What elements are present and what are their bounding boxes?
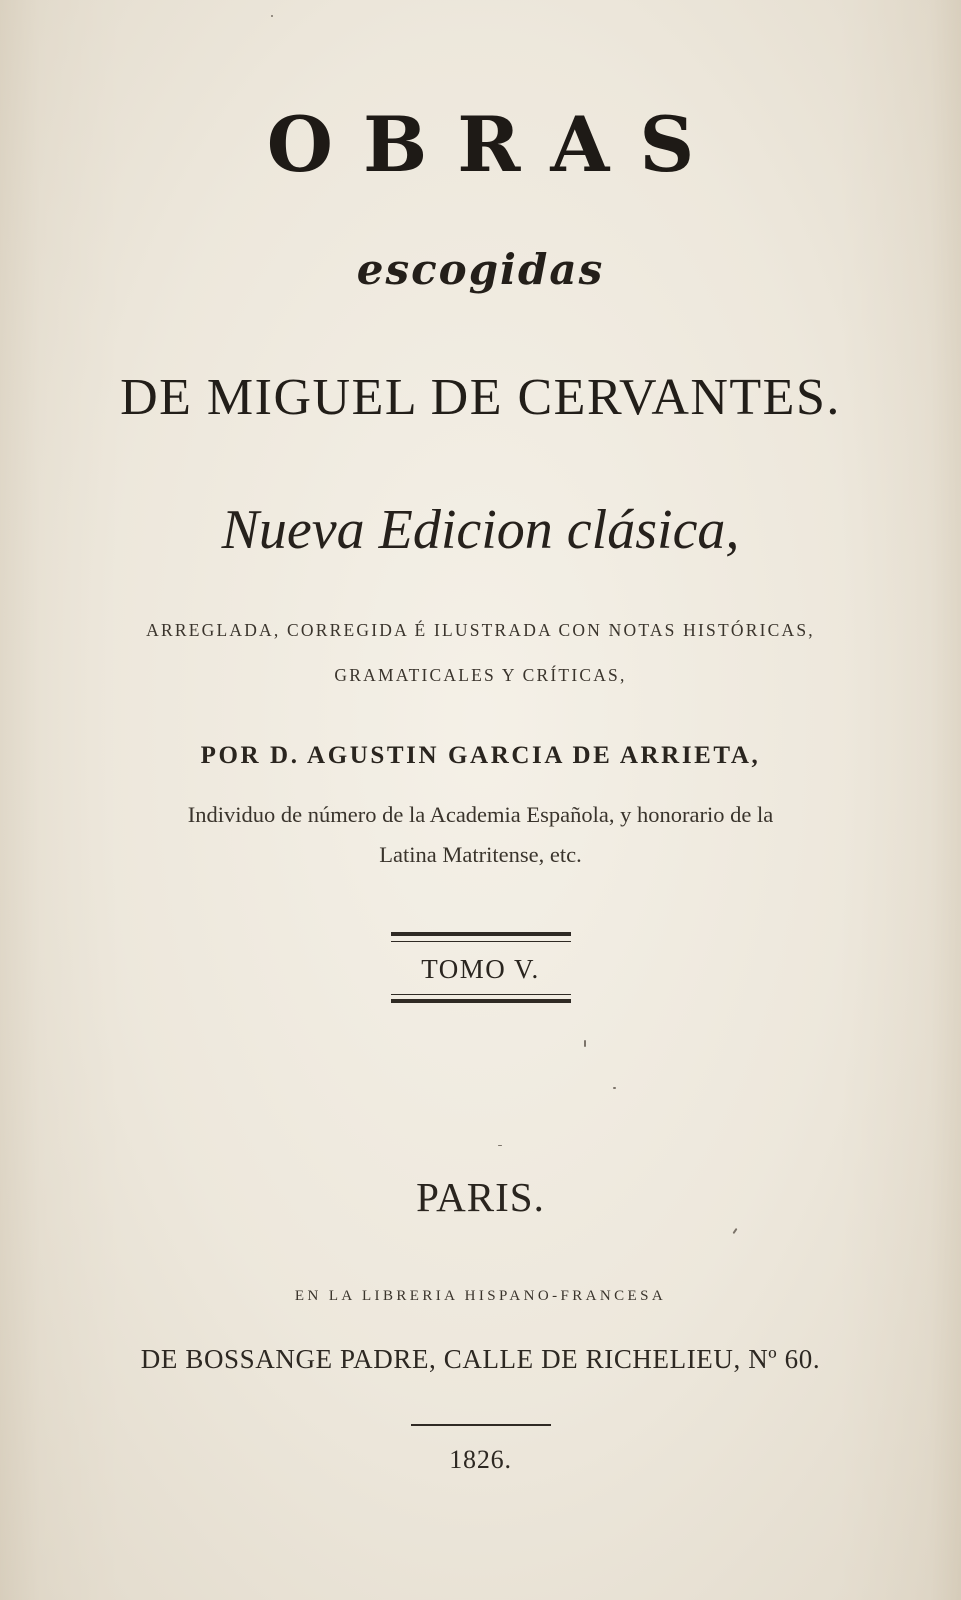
publication-city: PARIS. <box>416 1174 545 1220</box>
paper-speck <box>584 1040 586 1047</box>
rule-top-thin <box>391 941 571 942</box>
editor-affiliation-line-2: Latina Matritense, etc. <box>379 842 582 867</box>
editor-affiliation-line-1: Individuo de número de la Academia Española, y honorario de la <box>187 802 774 827</box>
edition-script-line: Nueva Edicion clásica, <box>221 499 740 561</box>
subtitle-blackletter: escogidas <box>356 245 605 294</box>
rule-top-thick <box>391 932 571 936</box>
editor-line: POR D. AGUSTIN GARCIA DE ARRIETA, <box>200 742 761 769</box>
description-line-1: ARREGLADA, CORREGIDA É ILUSTRADA CON NOTAS HISTÓRICAS, <box>146 620 815 640</box>
publisher-line-2: DE BOSSANGE PADRE, CALLE DE RICHELIEU, Nº 60. <box>140 1344 821 1374</box>
paper-speck <box>732 1228 737 1234</box>
description-line-2: GRAMATICALES Y CRÍTICAS, <box>334 665 627 685</box>
publisher-line-1: EN LA LIBRERIA HISPANO-FRANCESA <box>294 1288 667 1304</box>
paper-speck <box>271 15 273 17</box>
paper-speck <box>498 1145 502 1146</box>
rule-bottom-thin <box>391 994 571 995</box>
author-line: DE MIGUEL DE CERVANTES. <box>120 369 841 426</box>
volume-label: TOMO V. <box>421 954 540 984</box>
main-title: OBRAS <box>266 100 725 189</box>
rule-bottom-thick <box>391 999 571 1003</box>
publication-year: 1826. <box>449 1445 512 1474</box>
rule-year <box>411 1424 551 1426</box>
paper-speck <box>613 1087 616 1089</box>
